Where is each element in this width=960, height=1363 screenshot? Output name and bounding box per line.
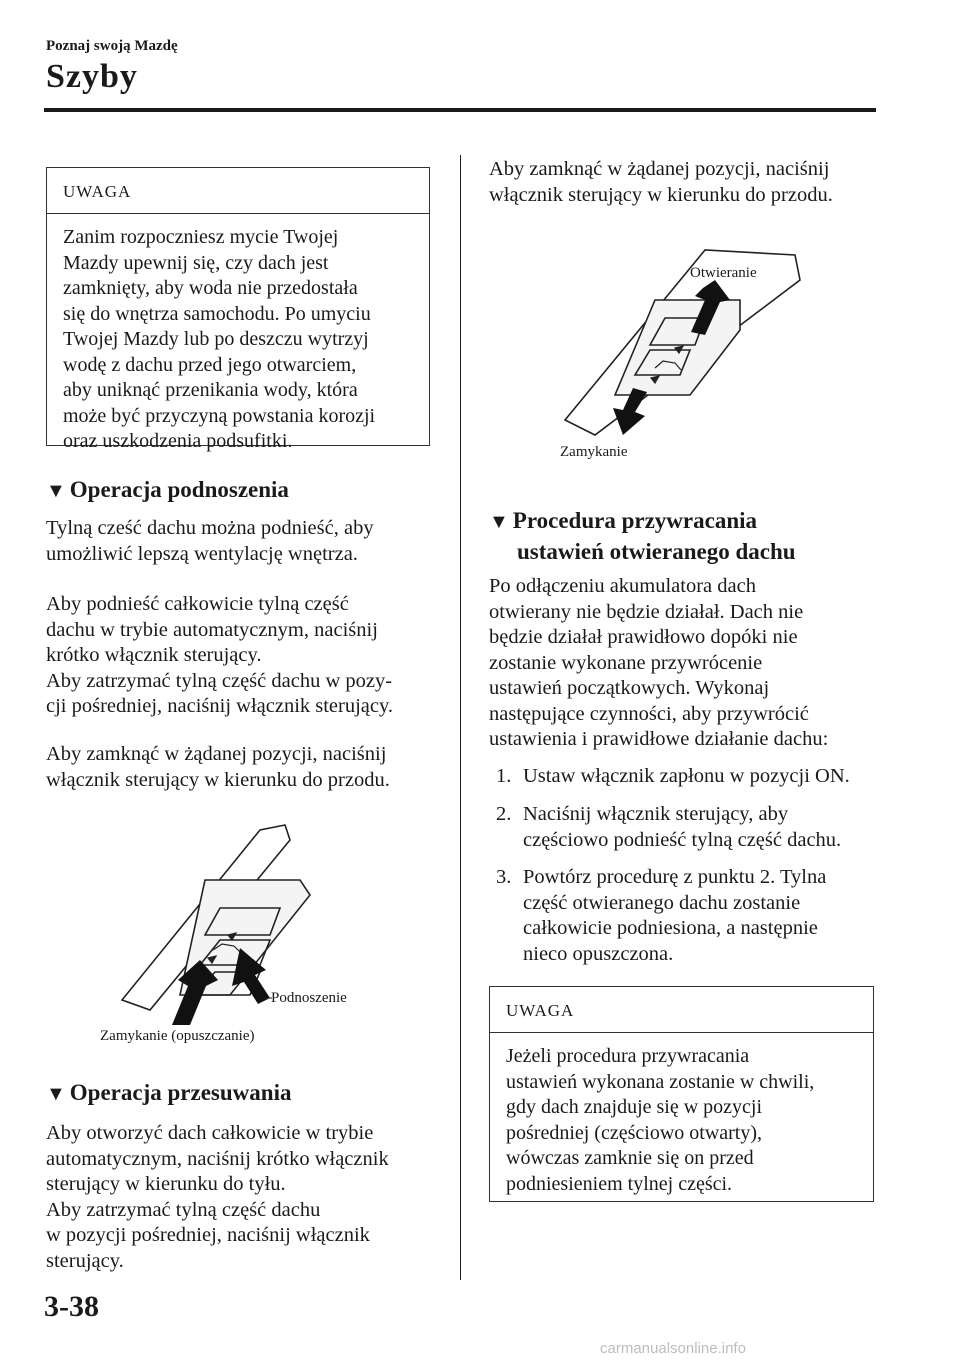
note-box-reset xyxy=(489,986,874,1202)
page-title: Szyby xyxy=(46,58,138,95)
text-line: pośredniej (częściowo otwarty), xyxy=(506,1121,763,1144)
page-number: 3-38 xyxy=(44,1290,99,1323)
paragraph xyxy=(46,592,446,720)
paragraph xyxy=(489,574,889,753)
text-line: będzie działał prawidłowo dopóki nie xyxy=(489,626,798,648)
text-line: krótko włącznik sterujący. xyxy=(46,644,262,666)
text-line: podniesieniem tylnej części. xyxy=(506,1172,733,1195)
figure-label-close: Zamykanie xyxy=(560,444,628,460)
list-number: 2. xyxy=(496,803,512,825)
figure-label-close-lower: Zamykanie (opuszczanie) xyxy=(100,1028,255,1044)
heading-text: Operacja przesuwania xyxy=(69,1080,292,1105)
watermark: carmanualsonline.info xyxy=(600,1340,746,1357)
text-line: w pozycji pośredniej, naciśnij włącznik xyxy=(46,1224,370,1246)
text-line: gdy dach znajduje się w pozycji xyxy=(506,1096,763,1118)
note-heading: UWAGA xyxy=(490,987,873,1033)
lift-switch-figure xyxy=(110,820,400,1050)
title-rule xyxy=(44,108,876,112)
paragraph xyxy=(46,516,446,567)
text-line: wówczas zamknie się on przed xyxy=(506,1147,754,1169)
figure-label-lift: Podnoszenie xyxy=(271,990,347,1006)
text-line: Jeżeli procedura przywracania xyxy=(506,1045,750,1067)
paragraph xyxy=(46,1121,446,1274)
note-body xyxy=(490,1033,873,1197)
text-line: może być przyczyną powstania korozji xyxy=(63,404,376,427)
text-line: automatycznym, naciśnij krótko włącznik xyxy=(46,1147,389,1170)
section-heading-slide xyxy=(46,1078,291,1109)
text-line: Aby podnieść całkowicie tylną część xyxy=(46,593,349,615)
heading-line: ustawień otwieranego dachu xyxy=(517,539,796,564)
text-line: Zanim rozpoczniesz mycie Twojej xyxy=(63,226,339,248)
figure-label-open: Otwieranie xyxy=(690,265,757,281)
text-line: Po odłączeniu akumulatora dach xyxy=(489,575,756,597)
switch-panel xyxy=(565,250,800,435)
heading-line: ▼ Procedura przywracania xyxy=(489,508,758,533)
triangle-bullet-icon: ▼ xyxy=(489,511,509,533)
list-item xyxy=(496,865,886,969)
note-box-wash xyxy=(46,167,430,452)
text-line: następujące czynności, aby przywrócić xyxy=(489,702,809,725)
text-line: Twojej Mazdy lub po deszczu wytrzyj xyxy=(63,328,369,350)
text-line: ustawienia i prawidłowe działanie dachu: xyxy=(489,728,829,750)
breadcrumb: Poznaj swoją Mazdę xyxy=(46,38,178,54)
text-line: otwierany nie będzie działał. Dach nie xyxy=(489,600,804,623)
list-item xyxy=(496,802,886,854)
note-heading: UWAGA xyxy=(47,168,429,214)
text-line: sterujący. xyxy=(46,1249,124,1272)
list-item xyxy=(496,764,886,790)
text-line: ustawień wykonana zostanie w chwili, xyxy=(506,1070,815,1093)
text-line: się do wnętrza samochodu. Po umyciu xyxy=(63,302,371,325)
list-number: 3. xyxy=(496,866,512,888)
paragraph xyxy=(46,742,446,793)
paragraph xyxy=(489,157,889,208)
text-line: Mazdy upewnij się, czy dach jest xyxy=(63,251,329,274)
text-line: zamknięty, aby woda nie przedostała xyxy=(63,277,358,299)
text-line: cji pośredniej, naciśnij włącznik sterujący. xyxy=(46,695,394,717)
triangle-bullet-icon: ▼ xyxy=(46,480,66,502)
text-line: Tylną cześć dachu można podnieść, aby xyxy=(46,517,374,539)
text-line: ustawień początkowych. Wykonaj xyxy=(489,677,770,699)
text-line: Aby zamknąć w żądanej pozycji, naciśnij xyxy=(489,158,830,180)
text-line: włącznik sterujący w kierunku do przodu. xyxy=(46,768,390,791)
list-text: Powtórz procedurę z punktu 2. Tylna część otwieranego dachu zostanie całkowicie podniesiona, a następnie nieco opuszczona. xyxy=(523,866,827,965)
text-line: włącznik sterujący w kierunku do przodu. xyxy=(489,183,833,206)
heading-text: Operacja podnoszenia xyxy=(69,477,289,502)
text-line: zostanie wykonane przywrócenie xyxy=(489,651,763,674)
text-line: Aby zatrzymać tylną część dachu w pozy- xyxy=(46,669,393,692)
section-heading-reset xyxy=(489,506,879,567)
slide-switch-figure xyxy=(555,240,815,440)
text-line: Aby otworzyć dach całkowicie w trybie xyxy=(46,1122,374,1144)
triangle-bullet-icon: ▼ xyxy=(46,1083,66,1105)
text-line: aby uniknąć przenikania wody, która xyxy=(63,379,358,401)
switch-panel xyxy=(122,825,310,1010)
column-divider xyxy=(460,155,461,1280)
text-line: Aby zamknąć w żądanej pozycji, naciśnij xyxy=(46,743,387,765)
text-line: umożliwić lepszą wentylację wnętrza. xyxy=(46,542,358,565)
text-line: Aby zatrzymać tylną część dachu xyxy=(46,1198,321,1221)
text-line: oraz uszkodzenia podsufitki. xyxy=(63,430,293,452)
list-text: Naciśnij włącznik sterujący, aby częściowo podnieść tylną część dachu. xyxy=(523,803,842,851)
list-text: Ustaw włącznik zapłonu w pozycji ON. xyxy=(523,765,850,787)
list-number: 1. xyxy=(496,765,512,787)
text-line: wodę z dachu przed jego otwarciem, xyxy=(63,353,357,376)
text-line: sterujący w kierunku do tyłu. xyxy=(46,1173,286,1195)
text-line: dachu w trybie automatycznym, naciśnij xyxy=(46,618,378,641)
section-heading-lift xyxy=(46,475,289,506)
note-body xyxy=(47,214,429,455)
